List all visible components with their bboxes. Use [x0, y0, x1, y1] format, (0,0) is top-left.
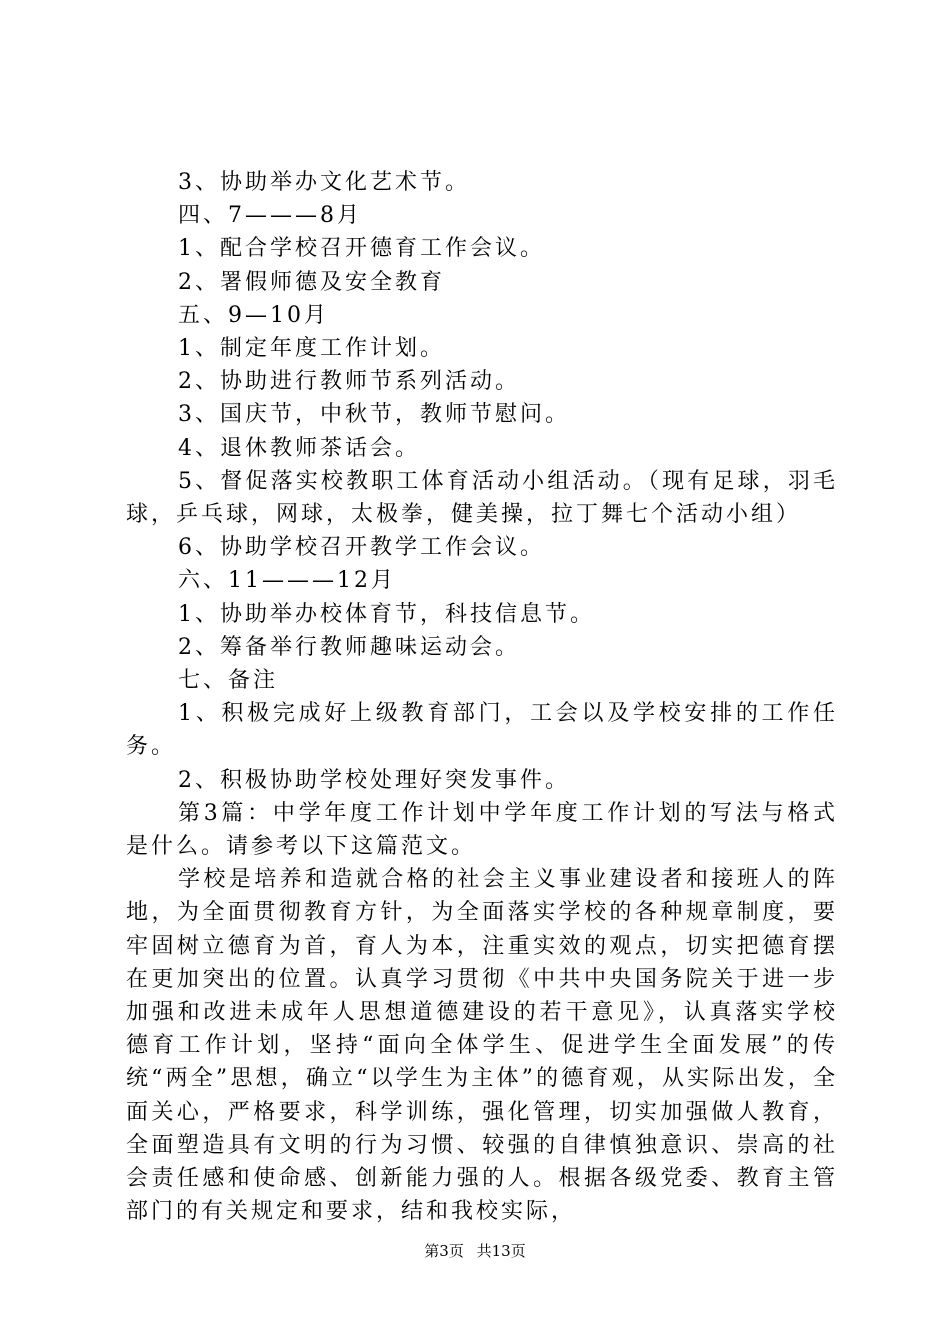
paragraph-8: 3、国庆节，中秋节，教师节慰问。: [178, 402, 570, 428]
document-body: [126, 166, 838, 1229]
page-footer: [0, 1240, 950, 1261]
page-number: 第3页: [424, 1242, 464, 1260]
paragraph-3: 1、配合学校召开德育工作会议。: [178, 236, 545, 262]
paragraph-9: 4、退休教师茶话会。: [178, 435, 420, 461]
paragraph-2: 四、7———8月: [178, 203, 362, 229]
paragraph-17: 2、积极协助学校处理好突发事件。: [178, 767, 570, 793]
paragraph-18: 第3篇：中学年度工作计划中学年度工作计划的写法与格式是什么。请参考以下这篇范文。: [126, 800, 838, 860]
paragraph-19: 学校是培养和造就合格的社会主义事业建设者和接班人的阵地，为全面贯彻教育方针，为全面落实学校的各种规章制度，要牢固树立德育为首，育人为本，注重实效的观点，切实把德育摆在更加突出的位置。认真学习贯彻《中共中央国务院关于进一步加强和改进未成年人思想道德建设的若干意见》，认真落实学校德育工作计划，坚持“面向全体学生、促进学生全面发展”的传统“两全”思想，确立“以学生为主体”的德育观，从实际出发，全面关心，严格要求，科学训练，强化管理，切实加强做人教育，全面塑造具有文明的行为习惯、较强的自律慎独意识、崇高的社会责任感和使命感、创新能力强的人。根据各级党委、教育主管部门的有关规定和要求，结和我校实际，: [126, 867, 838, 1225]
paragraph-12: 六、11———12月: [178, 568, 396, 594]
paragraph-6: 1、制定年度工作计划。: [178, 336, 445, 362]
paragraph-15: 七、备注: [178, 668, 279, 694]
paragraph-1: 3、协助举办文化艺术节。: [178, 170, 470, 195]
paragraph-13: 1、协助举办校体育节，科技信息节。: [178, 601, 595, 627]
paragraph-7: 2、协助进行教师节系列活动。: [178, 369, 520, 395]
paragraph-14: 2、筹备举行教师趣味运动会。: [178, 634, 520, 660]
paragraph-16: 1、积极完成好上级教育部门，工会以及学校安排的工作任务。: [126, 701, 838, 760]
paragraph-4: 2、署假师德及安全教育: [178, 269, 445, 295]
paragraph-11: 6、协助学校召开教学工作会议。: [178, 535, 545, 561]
paragraph-10: 5、督促落实校教职工体育活动小组活动。（现有足球，羽毛球，乒乓球，网球，太极拳，健美操，拉丁舞七个活动小组）: [126, 468, 838, 528]
paragraph-5: 五、9—10月: [178, 302, 329, 328]
page-total: 共13页: [476, 1242, 526, 1260]
